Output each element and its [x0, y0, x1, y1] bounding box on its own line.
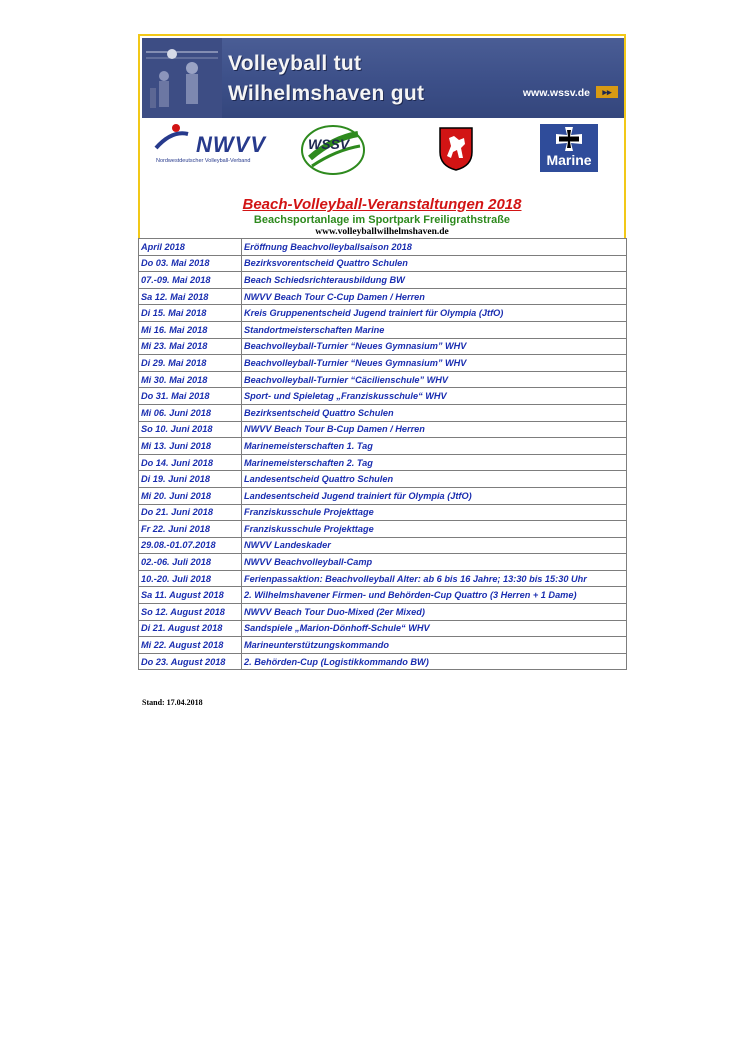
schedule-event: 2. Wilhelmshavener Firmen- und Behörden-Cup Quattro (3 Herren + 1 Dame)	[242, 587, 627, 604]
schedule-event: NWVV Beach Tour Duo-Mixed (2er Mixed)	[242, 604, 627, 621]
schedule-event: 2. Behörden-Cup (Logistikkommando BW)	[242, 653, 627, 670]
table-row	[139, 288, 627, 305]
flyer	[138, 34, 626, 707]
table-row	[139, 620, 627, 637]
schedule-event: Sandspiele „Marion-Dönhoff-Schule“ WHV	[242, 620, 627, 637]
table-row	[139, 421, 627, 438]
nwvv-logo-text: NWVV	[196, 132, 266, 157]
schedule-date: 07.-09. Mai 2018	[139, 272, 242, 289]
table-row	[139, 604, 627, 621]
schedule-date: Mi 16. Mai 2018	[139, 321, 242, 338]
table-row	[139, 272, 627, 289]
schedule-date: Mi 30. Mai 2018	[139, 371, 242, 388]
table-row	[139, 454, 627, 471]
schedule-event: Beach Schiedsrichterausbildung BW	[242, 272, 627, 289]
schedule-event: Beachvolleyball-Turnier “Cäcilienschule” WHV	[242, 371, 627, 388]
table-row	[139, 587, 627, 604]
table-row	[139, 487, 627, 504]
schedule-date: Di 29. Mai 2018	[139, 355, 242, 372]
schedule-event: Landesentscheid Jugend trainiert für Olympia (JtfO)	[242, 487, 627, 504]
table-row	[139, 355, 627, 372]
schedule-event: Standortmeisterschaften Marine	[242, 321, 627, 338]
schedule-date: Fr 22. Juni 2018	[139, 521, 242, 538]
schedule-date: 10.-20. Juli 2018	[139, 570, 242, 587]
schedule-date: Mi 20. Juni 2018	[139, 487, 242, 504]
table-row	[139, 570, 627, 587]
table-row	[139, 471, 627, 488]
schedule-date: April 2018	[139, 239, 242, 256]
table-row	[139, 239, 627, 256]
schedule-event: Bezirksvorentscheid Quattro Schulen	[242, 255, 627, 272]
volleyball-photo-icon	[142, 38, 222, 118]
schedule-date: So 10. Juni 2018	[139, 421, 242, 438]
schedule-date: Mi 06. Juni 2018	[139, 404, 242, 421]
wssv-logo-text: WSSV	[308, 136, 350, 152]
schedule-date: Do 03. Mai 2018	[139, 255, 242, 272]
banner	[142, 38, 624, 118]
schedule-date: Sa 11. August 2018	[139, 587, 242, 604]
schedule-event: Kreis Gruppenentscheid Jugend trainiert für Olympia (JtfO)	[242, 305, 627, 322]
schedule-event: Landesentscheid Quattro Schulen	[242, 471, 627, 488]
table-row	[139, 521, 627, 538]
schedule-date: Do 14. Juni 2018	[139, 454, 242, 471]
nwvv-swoosh-icon	[154, 122, 194, 150]
schedule-event: Franziskusschule Projekttage	[242, 504, 627, 521]
header-box	[138, 34, 626, 238]
schedule-date: Mi 13. Juni 2018	[139, 438, 242, 455]
schedule-event: Sport- und Spieletag „Franziskusschule“ WHV	[242, 388, 627, 405]
table-row	[139, 554, 627, 571]
schedule-date: Do 23. August 2018	[139, 653, 242, 670]
arrows-icon: ▸▸	[596, 86, 618, 98]
table-row	[139, 338, 627, 355]
nwvv-logo	[148, 122, 266, 172]
event-subtitle: Beachsportanlage im Sportpark Freiligrathstraße	[253, 214, 511, 226]
table-row	[139, 388, 627, 405]
schedule-date: So 12. August 2018	[139, 604, 242, 621]
schedule-date: 02.-06. Juli 2018	[139, 554, 242, 571]
banner-title-line2: Wilhelmshaven gut	[228, 82, 425, 105]
table-row	[139, 537, 627, 554]
schedule-event: Marineunterstützungskommando	[242, 637, 627, 654]
schedule-event: Ferienpassaktion: Beachvolleyball Alter: ab 6 bis 16 Jahre; 13:30 bis 15:30 Uhr	[242, 570, 627, 587]
marine-logo	[540, 124, 598, 172]
event-title: Beach-Volleyball-Veranstaltungen 2018	[242, 196, 522, 213]
marine-logo-text: Marine	[546, 152, 592, 168]
schedule-date: 29.08.-01.07.2018	[139, 537, 242, 554]
schedule-event: Beachvolleyball-Turnier “Neues Gymnasium” WHV	[242, 355, 627, 372]
iron-cross-icon	[556, 127, 582, 151]
schedule-event: NWVV Beach Tour B-Cup Damen / Herren	[242, 421, 627, 438]
schedule-event: NWVV Beachvolleyball-Camp	[242, 554, 627, 571]
table-row	[139, 321, 627, 338]
schedule-date: Di 19. Juni 2018	[139, 471, 242, 488]
schedule-event: Bezirksentscheid Quattro Schulen	[242, 404, 627, 421]
niedersachsen-shield-icon	[438, 126, 474, 172]
schedule-date: Mi 23. Mai 2018	[139, 338, 242, 355]
schedule-date: Di 15. Mai 2018	[139, 305, 242, 322]
banner-title-line1: Volleyball tut	[228, 52, 362, 75]
banner-url: www.wssv.de	[522, 87, 590, 99]
schedule-date: Do 21. Juni 2018	[139, 504, 242, 521]
stand-date: Stand: 17.04.2018	[142, 698, 203, 707]
nwvv-logo-subtitle: Nordwestdeutscher Volleyball-Verband	[156, 158, 251, 164]
schedule-event: Eröffnung Beachvolleyballsaison 2018	[242, 239, 627, 256]
table-row	[139, 255, 627, 272]
schedule-event: Beachvolleyball-Turnier “Neues Gymnasium” WHV	[242, 338, 627, 355]
schedule-event: NWVV Landeskader	[242, 537, 627, 554]
schedule-date: Mi 22. August 2018	[139, 637, 242, 654]
table-row	[139, 504, 627, 521]
table-row	[139, 371, 627, 388]
schedule-event: NWVV Beach Tour C-Cup Damen / Herren	[242, 288, 627, 305]
schedule-event: Franziskusschule Projekttage	[242, 521, 627, 538]
table-row	[139, 438, 627, 455]
schedule-event: Marinemeisterschaften 1. Tag	[242, 438, 627, 455]
table-row	[139, 637, 627, 654]
logo-row	[140, 122, 624, 178]
schedule-date: Do 31. Mai 2018	[139, 388, 242, 405]
wssv-logo	[300, 124, 366, 176]
table-row	[139, 653, 627, 670]
schedule-date: Sa 12. Mai 2018	[139, 288, 242, 305]
schedule-event: Marinemeisterschaften 2. Tag	[242, 454, 627, 471]
table-row	[139, 305, 627, 322]
event-website: www.volleyballwilhelmshaven.de	[315, 227, 449, 237]
schedule-table	[138, 238, 627, 670]
schedule-body	[139, 239, 627, 670]
table-row	[139, 404, 627, 421]
schedule-date: Di 21. August 2018	[139, 620, 242, 637]
